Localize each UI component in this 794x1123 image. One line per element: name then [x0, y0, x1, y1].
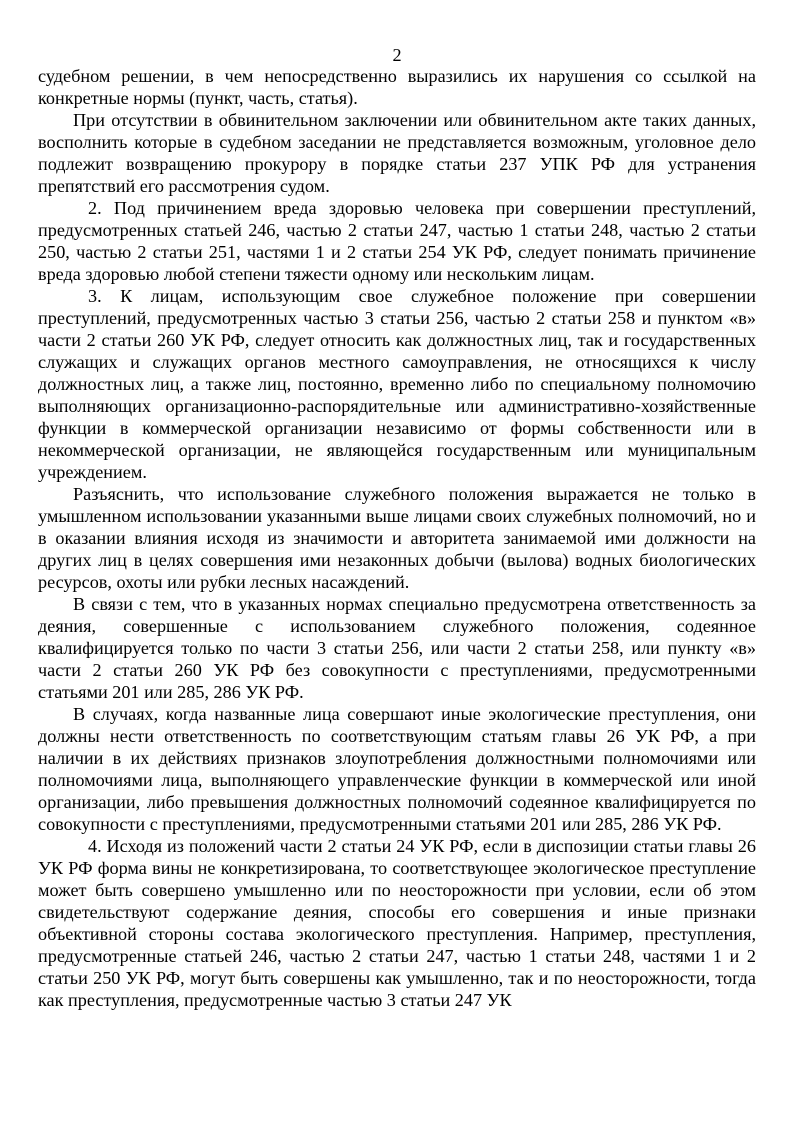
paragraph-item-2: 2. Под причинением вреда здоровью человека при совершении преступлений, предусмотренных статьей 246, частью 2 статьи 247, частью 1 статьи 248, частью 2 статьи 250, частью 2 статьи 251, частями 1 и 2 статьи 254 УК РФ, следует понимать причинение вреда здоровью любой степени тяжести одному или нескольким лицам.	[38, 198, 756, 284]
paragraph-item-3: 3. К лицам, использующим свое служебное положение при совершении преступлений, предусмотренных частью 3 статьи 256, частью 2 статьи 258 и пунктом «в» части 2 статьи 260 УК РФ, следует относить как должностных лиц, так и государственных служащих и служащих органов местного самоуправления, не относящихся к числу должностных лиц, а также лиц, постоянно, временно либо по специальному полномочию выполняющих организационно-распорядительные или административно-хозяйственные функции в коммерческой организации независимо от формы собственности или в некоммерческой организации, не являющейся государственным или муниципальным учреждением.	[38, 286, 756, 482]
paragraph-other-ecological-crimes: В случаях, когда названные лица совершают иные экологические преступления, они должны нести ответственность по соответствующим статьям главы 26 УК РФ, а при наличии в их действиях признаков злоупотребления должностными полномочиями или полномочиями лица, выполняющего управленческие функции в коммерческой или иной организации, либо превышения должностных полномочий содеянное квалифицируется по совокупности с преступлениями, предусмотренными статьями 201 или 285, 286 УК РФ.	[38, 704, 756, 834]
paragraph-qualification: В связи с тем, что в указанных нормах специально предусмотрена ответственность за деяния, совершенные с использованием служебного положения, содеянное квалифицируется только по части 3 статьи 256, или части 2 статьи 258, или пункту «в» части 2 статьи 260 УК РФ без совокупности с преступлениями, предусмотренными статьями 201 или 285, 286 УК РФ.	[38, 594, 756, 702]
paragraph-item-4: 4. Исходя из положений части 2 статьи 24 УК РФ, если в диспозиции статьи главы 26 УК РФ форма вины не конкретизирована, то соответствующее экологическое преступление может быть совершено умышленно или по неосторожности при условии, если об этом свидетельствуют содержание деяния, способы его совершения и иные признаки объективной стороны состава экологического преступления. Например, преступления, предусмотренные статьей 246, частью 2 статьи 247, частью 1 статьи 248, частями 1 и 2 статьи 250 УК РФ, могут быть совершены как умышленно, так и по неосторожности, тогда как преступления, предусмотренные частью 3 статьи 247 УК	[38, 836, 756, 1010]
page-number: 2	[392, 45, 402, 65]
paragraph-continuation: судебном решении, в чем непосредственно выразились их нарушения со ссылкой на конкретные нормы (пункт, часть, статья).	[38, 66, 756, 108]
document-body	[38, 65, 756, 1011]
paragraph-no-data-in-indictment: При отсутствии в обвинительном заключении или обвинительном акте таких данных, восполнить которые в судебном заседании не представляется возможным, уголовное дело подлежит возвращению прокурору в порядке статьи 237 УПК РФ для устранения препятствий его рассмотрения судом.	[38, 110, 756, 196]
paragraph-official-position-explanation: Разъяснить, что использование служебного положения выражается не только в умышленном использовании указанными выше лицами своих служебных полномочий, но и в оказании влияния исходя из значимости и авторитета занимаемой ими должности на других лиц в целях совершения ими незаконных добычи (вылова) водных биологических ресурсов, охоты или рубки лесных насаждений.	[38, 484, 756, 592]
